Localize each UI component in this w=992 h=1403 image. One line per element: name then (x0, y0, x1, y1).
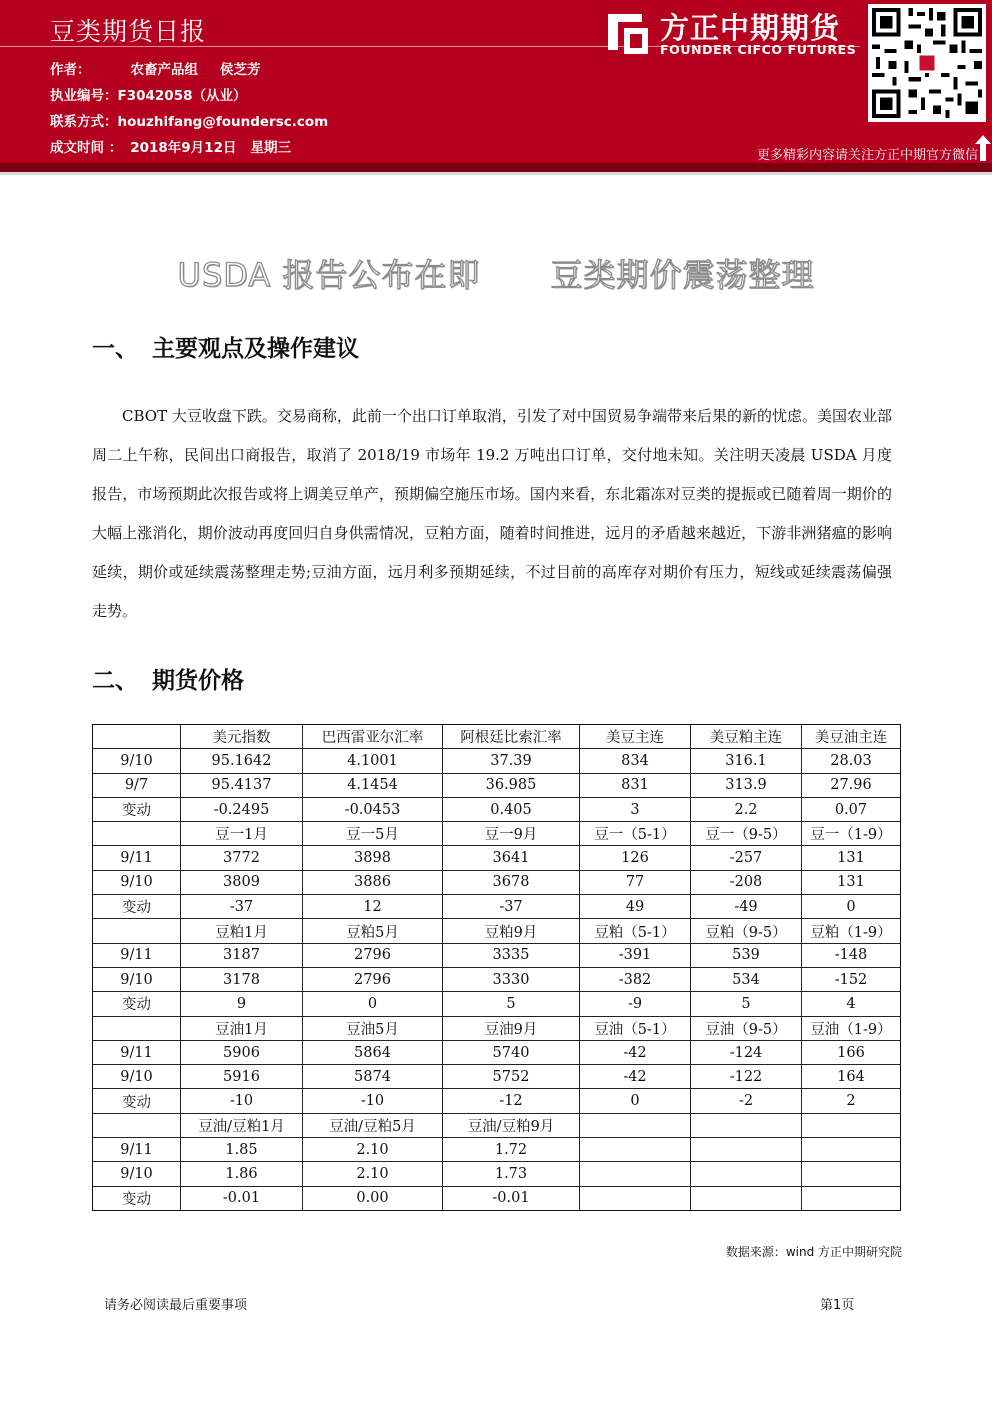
table-cell: 5916 (181, 1065, 303, 1089)
table-cell: 美豆主连 (580, 725, 691, 749)
table-row (93, 797, 901, 821)
wechat-qr-code-icon[interactable] (868, 4, 986, 122)
table-cell: -10 (303, 1089, 443, 1113)
table-cell: 3 (580, 797, 691, 821)
page-number: 第1页 (820, 1298, 855, 1313)
table-cell: 5864 (303, 1040, 443, 1064)
table-cell: 美豆油主连 (802, 725, 901, 749)
table-cell: -391 (580, 943, 691, 967)
table-cell: 豆油（9-5） (691, 1016, 802, 1040)
table-cell: 3809 (181, 870, 303, 894)
row-label-cell: 9/10 (93, 1162, 181, 1186)
table-cell: -37 (181, 895, 303, 919)
table-row (93, 1162, 901, 1186)
table-cell: 2.10 (303, 1162, 443, 1186)
row-label-cell (93, 725, 181, 749)
table-row (93, 725, 901, 749)
table-row (93, 1065, 901, 1089)
table-cell: 95.1642 (181, 749, 303, 773)
row-label-cell: 9/11 (93, 943, 181, 967)
table-row (93, 1016, 901, 1040)
table-cell: 3772 (181, 846, 303, 870)
table-cell: -382 (580, 967, 691, 991)
table-row (93, 1113, 901, 1137)
table-cell: 0.405 (443, 797, 580, 821)
row-label-cell: 变动 (93, 992, 181, 1016)
section-number: 二、 (92, 668, 138, 694)
table-cell: -152 (802, 967, 901, 991)
table-cell: 豆粕1月 (181, 919, 303, 943)
table-cell: 美元指数 (181, 725, 303, 749)
table-cell: 美豆粕主连 (691, 725, 802, 749)
follow-wechat-text: 更多精彩内容请关注方正中期官方微信 (756, 148, 978, 163)
table-cell: 豆油1月 (181, 1016, 303, 1040)
table-cell: 3898 (303, 846, 443, 870)
row-label-cell: 9/11 (93, 1138, 181, 1162)
report-weekday: 星期三 (250, 140, 291, 156)
table-cell (580, 1113, 691, 1137)
table-cell: 126 (580, 846, 691, 870)
table-row (93, 943, 901, 967)
table-cell: 豆一（9-5） (691, 822, 802, 846)
table-cell: 豆油/豆粕9月 (443, 1113, 580, 1137)
market-commentary: CBOT 大豆收盘下跌。交易商称，此前一个出口订单取消，引发了对中国贸易争端带来后果的新的忧虑。美国农业部周二上午称，民间出口商报告，取消了 2018/19 市场年 19.2 万吨出口订单，交付地未知。关注明天凌晨 USDA 月度报告，市场预期此次报告或将上调美豆单产，预期偏空施压市场。国内来看，东北霜冻对豆类的提振或已随着周一期价的大幅上涨消化，期价波动再度回归自身供需情况，豆粕方面，随着时间推进，远月的矛盾越来越近，下游非洲猪瘟的影响延续，期价或延续震荡整理走势;豆油方面，远月利多预期延续，不过目前的高库存对期价有压力，短线或延续震荡偏强走势。 (92, 407, 892, 620)
table-cell: 164 (802, 1065, 901, 1089)
table-cell: -49 (691, 895, 802, 919)
table-cell: 豆油5月 (303, 1016, 443, 1040)
row-label-cell (93, 1113, 181, 1137)
report-name: 豆类期货日报 (50, 17, 207, 46)
row-label-cell: 9/11 (93, 846, 181, 870)
table-cell: -2 (691, 1089, 802, 1113)
table-row (93, 1186, 901, 1210)
table-cell: 3187 (181, 943, 303, 967)
table-cell: -0.0453 (303, 797, 443, 821)
report-date: 2018年9月12日 (130, 140, 237, 156)
table-cell: 巴西雷亚尔汇率 (303, 725, 443, 749)
row-label-cell (93, 1016, 181, 1040)
table-cell: 3678 (443, 870, 580, 894)
table-cell: 539 (691, 943, 802, 967)
header-bottom-bar (0, 163, 992, 172)
table-cell: 131 (802, 846, 901, 870)
table-cell: -42 (580, 1065, 691, 1089)
table-row (93, 1138, 901, 1162)
table-row (93, 992, 901, 1016)
table-row (93, 967, 901, 991)
table-row (93, 1040, 901, 1064)
logo-english-name: FOUNDER CIFCO FUTURES (660, 42, 857, 57)
table-cell: 豆一5月 (303, 822, 443, 846)
table-cell: 49 (580, 895, 691, 919)
section-title: 期货价格 (152, 668, 244, 694)
logo-chinese-name: 方正中期期货 (660, 11, 841, 45)
header-bottom-shadow (0, 172, 992, 175)
table-cell: 12 (303, 895, 443, 919)
table-cell: 0 (580, 1089, 691, 1113)
date-line (50, 136, 291, 156)
table-row (93, 1089, 901, 1113)
row-label-cell: 变动 (93, 895, 181, 919)
table-cell: 3178 (181, 967, 303, 991)
table-cell (802, 1186, 901, 1210)
row-label-cell: 9/10 (93, 967, 181, 991)
table-cell: 豆一（5-1） (580, 822, 691, 846)
table-cell: 豆粕9月 (443, 919, 580, 943)
table-cell (580, 1162, 691, 1186)
section-title: 主要观点及操作建议 (152, 336, 359, 362)
table-row (93, 870, 901, 894)
table-cell: 5 (691, 992, 802, 1016)
table-cell: 9 (181, 992, 303, 1016)
section-number: 一、 (92, 336, 138, 362)
table-cell: 0.07 (802, 797, 901, 821)
report-header (0, 0, 992, 163)
row-label-cell: 9/11 (93, 1040, 181, 1064)
table-cell: 834 (580, 749, 691, 773)
table-cell: 3330 (443, 967, 580, 991)
row-label-cell (93, 822, 181, 846)
table-cell: 5740 (443, 1040, 580, 1064)
table-cell: 3641 (443, 846, 580, 870)
row-label-cell: 9/10 (93, 1065, 181, 1089)
futures-price-table (92, 724, 901, 1211)
author-name: 侯芝芳 (220, 62, 261, 78)
table-cell: 1.86 (181, 1162, 303, 1186)
table-cell: 阿根廷比索汇率 (443, 725, 580, 749)
section-heading-prices (92, 662, 244, 695)
table-cell: 豆粕（1-9） (802, 919, 901, 943)
footer-notice: 请务必阅读最后重要事项 (104, 1298, 248, 1313)
table-cell: 316.1 (691, 749, 802, 773)
row-label-cell: 变动 (93, 1089, 181, 1113)
table-cell: 豆一（1-9） (802, 822, 901, 846)
table-cell: 豆一9月 (443, 822, 580, 846)
table-cell: -122 (691, 1065, 802, 1089)
company-logo (600, 6, 860, 62)
author-label: 作者： (50, 62, 91, 78)
row-label-cell: 变动 (93, 1186, 181, 1210)
table-cell: 2.2 (691, 797, 802, 821)
table-cell (691, 1162, 802, 1186)
table-cell (802, 1113, 901, 1137)
table-cell (691, 1113, 802, 1137)
table-row (93, 919, 901, 943)
table-cell: 豆油/豆粕1月 (181, 1113, 303, 1137)
table-cell: 0.00 (303, 1186, 443, 1210)
table-cell: 4.1454 (303, 773, 443, 797)
contact-line[interactable]: 联系方式：houzhifang@foundersc.com (50, 114, 329, 130)
report-title-right: 豆类期价震荡整理 (550, 256, 815, 294)
table-cell: 28.03 (802, 749, 901, 773)
table-cell: 1.73 (443, 1162, 580, 1186)
table-cell: 豆一1月 (181, 822, 303, 846)
table-cell: -9 (580, 992, 691, 1016)
table-cell (691, 1186, 802, 1210)
table-cell (802, 1162, 901, 1186)
table-cell: -208 (691, 870, 802, 894)
row-label-cell: 9/7 (93, 773, 181, 797)
row-label-cell (93, 919, 181, 943)
date-label: 成文时间 ： (50, 140, 123, 156)
table-cell: 534 (691, 967, 802, 991)
license-line: 执业编号：F3042058（从业） (50, 88, 247, 104)
table-cell: 5906 (181, 1040, 303, 1064)
table-cell: 1.72 (443, 1138, 580, 1162)
table-cell: 37.39 (443, 749, 580, 773)
table-cell: 36.985 (443, 773, 580, 797)
table-cell: 5752 (443, 1065, 580, 1089)
table-cell: -10 (181, 1089, 303, 1113)
table-cell: -12 (443, 1089, 580, 1113)
table-cell: 3886 (303, 870, 443, 894)
table-row (93, 749, 901, 773)
table-cell: 95.4137 (181, 773, 303, 797)
table-cell: -37 (443, 895, 580, 919)
table-cell (580, 1186, 691, 1210)
table-cell: 豆粕5月 (303, 919, 443, 943)
table-cell: 166 (802, 1040, 901, 1064)
table-cell: 1.85 (181, 1138, 303, 1162)
table-cell: -148 (802, 943, 901, 967)
table-cell: 3335 (443, 943, 580, 967)
table-row (93, 773, 901, 797)
table-cell: 131 (802, 870, 901, 894)
author-group: 农畜产品组 (130, 62, 198, 78)
data-source: 数据来源：wind 方正中期研究院 (725, 1245, 902, 1259)
table-cell: -0.2495 (181, 797, 303, 821)
table-row (93, 846, 901, 870)
report-title-left: USDA 报告公布在即 (177, 256, 481, 294)
table-cell: 313.9 (691, 773, 802, 797)
table-cell: 2.10 (303, 1138, 443, 1162)
table-cell: 5 (443, 992, 580, 1016)
table-cell: 0 (802, 895, 901, 919)
table-cell: 2 (802, 1089, 901, 1113)
row-label-cell: 变动 (93, 797, 181, 821)
table-cell: 77 (580, 870, 691, 894)
founder-logo-icon (604, 8, 650, 54)
table-cell (802, 1138, 901, 1162)
table-cell: 豆油（5-1） (580, 1016, 691, 1040)
table-cell: -0.01 (181, 1186, 303, 1210)
author-line (50, 58, 261, 78)
table-cell: 0 (303, 992, 443, 1016)
section-heading-views (92, 330, 359, 363)
row-label-cell: 9/10 (93, 749, 181, 773)
table-cell: 27.96 (802, 773, 901, 797)
table-cell (580, 1138, 691, 1162)
table-cell: 4.1001 (303, 749, 443, 773)
table-row (93, 895, 901, 919)
table-cell (691, 1138, 802, 1162)
table-cell: 豆油/豆粕5月 (303, 1113, 443, 1137)
row-label-cell: 9/10 (93, 870, 181, 894)
table-cell: -124 (691, 1040, 802, 1064)
table-cell: 豆粕（5-1） (580, 919, 691, 943)
table-cell: -42 (580, 1040, 691, 1064)
table-cell: 豆油（1-9） (802, 1016, 901, 1040)
table-cell: -257 (691, 846, 802, 870)
table-cell: 豆粕（9-5） (691, 919, 802, 943)
table-cell: -0.01 (443, 1186, 580, 1210)
table-cell: 831 (580, 773, 691, 797)
table-cell: 2796 (303, 967, 443, 991)
table-cell: 5874 (303, 1065, 443, 1089)
up-arrow-icon (975, 135, 991, 161)
table-cell: 2796 (303, 943, 443, 967)
table-row (93, 822, 901, 846)
table-cell: 4 (802, 992, 901, 1016)
report-title (0, 250, 992, 296)
table-cell: 豆油9月 (443, 1016, 580, 1040)
